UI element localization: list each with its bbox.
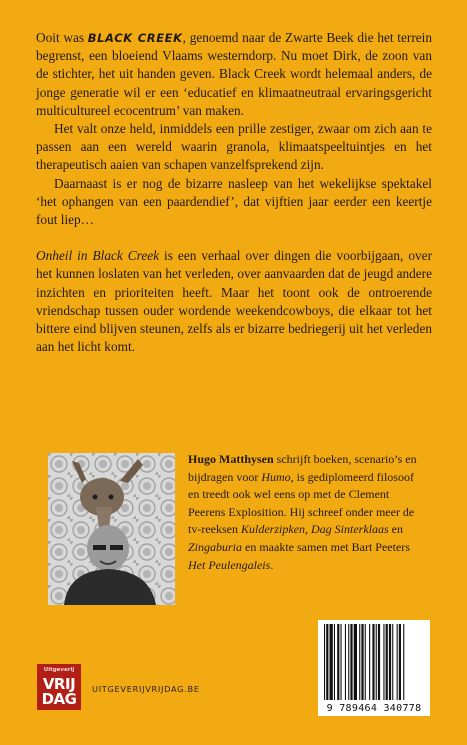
barcode-bar [392, 624, 393, 700]
barcode-bar [324, 624, 325, 700]
barcode-bar [397, 624, 398, 700]
barcode-bar [403, 624, 404, 700]
barcode-bar [350, 624, 352, 700]
author-photo [48, 453, 175, 605]
publisher-logo: Uitgeverij VRIJ DAG [37, 664, 81, 710]
barcode-bar [372, 624, 374, 700]
isbn-number: 9 789464 340778 [326, 703, 422, 714]
barcode-bar [326, 624, 328, 700]
barcode-bar [376, 624, 377, 700]
back-cover-blurb [36, 29, 432, 356]
book-title: Onheil in Black Creek [36, 248, 160, 264]
author-name: Hugo Matthysen [188, 452, 274, 466]
author-bio: Hugo Matthysen schrijft boeken, scenario’s en bijdragen voor Humo, is gediplomeerd filosoof en treedt ook wel eens op met de Clement Peerens Explosition. Hij schreef onder meer de tv-reeksen Kulderzipken, Dag Sinterklaas en Zingaburia en maakte samen met Bart Peeters Het Peulengaleis. [188, 452, 417, 572]
blurb-paragraph-4: Onheil in Black Creek is een verhaal over dingen die voorbijgaan, over het kunnen loslaten van het verleden, over aanvaarden dat de jeugd andere inzichten en prioriteiten heeft. Maar het toont ook de ontroerende vriendschap tussen ouder wordende weekendcowboys, die elkaar tot het bittere eind blijven steunen, zelfs als er bizarre bedriegerij uit het verleden aan het licht komt. [36, 248, 433, 355]
barcode-bar [361, 624, 363, 700]
blurb-paragraph-2: Het valt onze held, inmiddels een prille zestiger, zwaar om zich aan te passen aan een wereld waarin granola, klimaatspeeltuintjes en het therapeutisch aaien van schapen vanzelfsprekend zijn. [36, 121, 432, 173]
barcode-bar [334, 624, 335, 700]
barcode-bar [345, 624, 346, 700]
barcode-bar [341, 624, 342, 700]
barcode-bar [330, 624, 333, 700]
black-creek-brand: BLACK CREEK [87, 31, 183, 45]
barcode-bar [337, 624, 339, 700]
barcode-bar [369, 624, 370, 700]
barcode-bar [359, 624, 360, 700]
barcode-bar [365, 624, 366, 700]
isbn-barcode [318, 620, 430, 716]
barcode-bar [383, 624, 384, 700]
barcode-bar [378, 624, 380, 700]
barcode-bar [386, 624, 388, 700]
barcode-bar [348, 624, 349, 700]
blurb-paragraph-3: Daarnaast is er nog de bizarre nasleep van het wekelijkse spektakel ‘het ophangen van een paardendief’, dat vijftien jaar eerder een keertje fout liep… [36, 175, 432, 228]
barcode-bar [399, 624, 401, 700]
barcode-bar [354, 624, 357, 700]
blurb-paragraph-1: Ooit was BLACK CREEK, genoemd naar de Zwarte Beek die het terrein begrenst, een bloeiend Vlaams westerndorp. Nu moet Dirk, de zoon van de stichter, het uit handen geven. Black Creek wordt helemaal anders, de jonge generatie wil er een ‘educatief en klimaatneutraal ervaringsgericht multicultureel ecocentrum’ van maken. [36, 30, 433, 118]
barcode-bar [389, 624, 391, 700]
publisher-website: UITGEVERIJVRIJDAG.BE [92, 684, 200, 694]
barcode-bars [324, 624, 424, 700]
